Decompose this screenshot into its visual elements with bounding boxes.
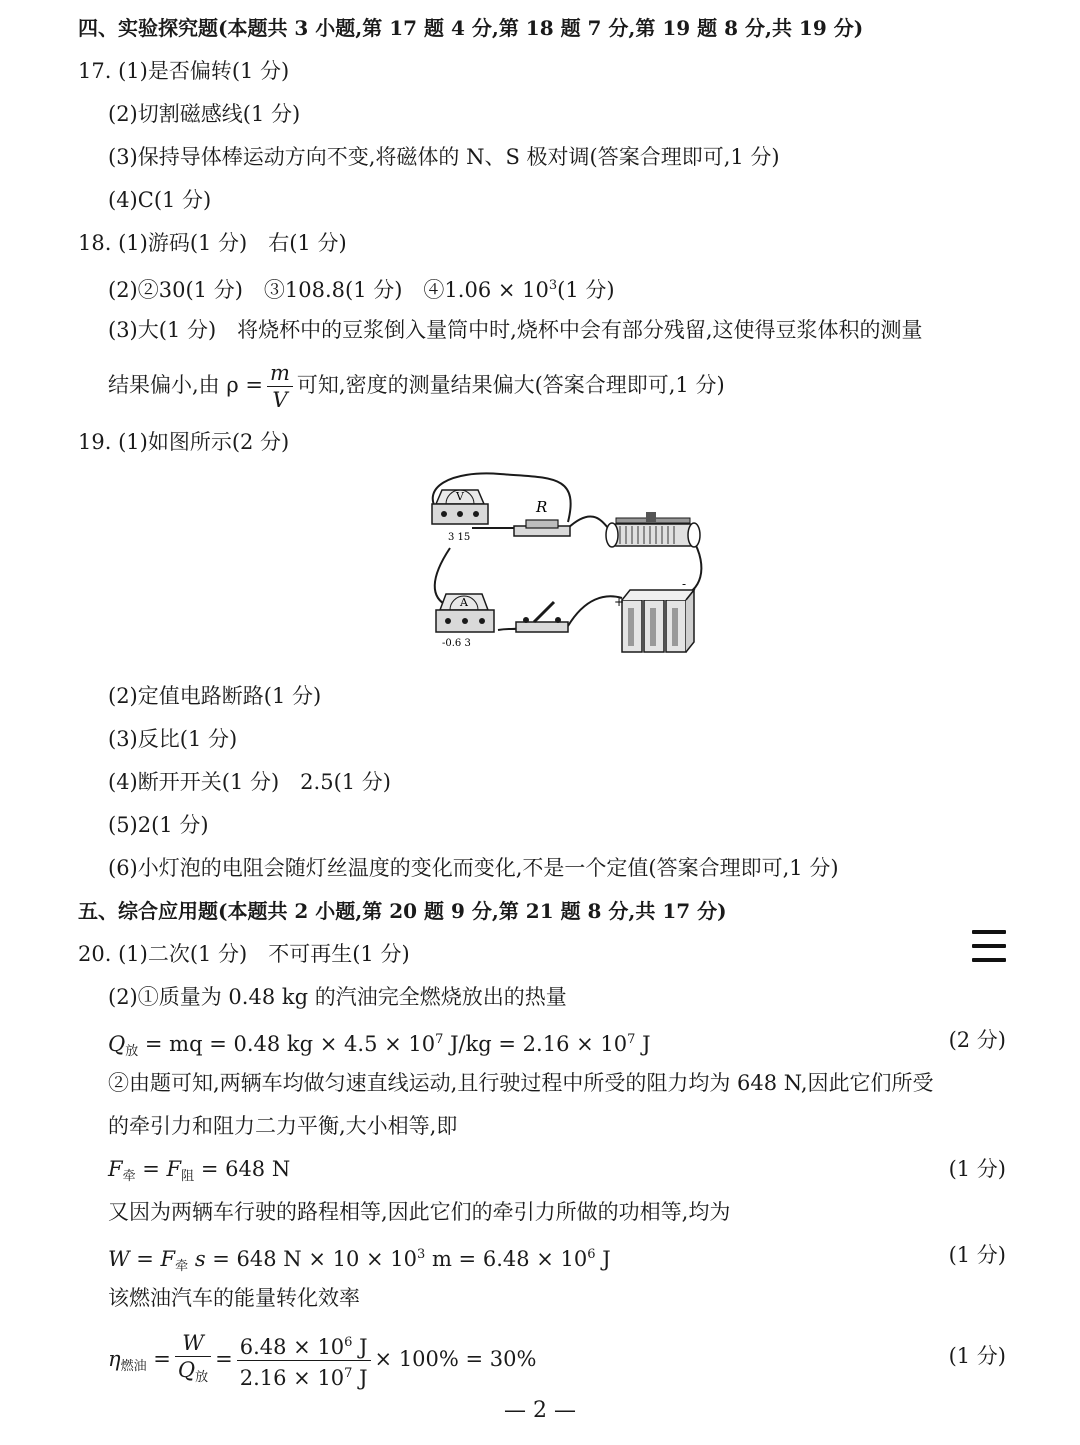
eq4-den1-q: Q xyxy=(177,1358,196,1382)
switch-icon xyxy=(516,602,568,632)
ammeter-label: A xyxy=(460,596,468,609)
eq4-num2-end: J xyxy=(352,1335,368,1359)
eq2-f2: F xyxy=(166,1157,182,1181)
eq1-mid2: J/kg = 2.16 × 10 xyxy=(443,1032,628,1056)
battery-plus: + xyxy=(614,595,625,609)
eq2-f-sub: 牵 xyxy=(122,1169,136,1184)
q18-line-4-b: 可知,密度的测量结果偏大(答案合理即可,1 分) xyxy=(296,373,725,397)
q20-line-5: 又因为两辆车行驶的路程相等,因此它们的牵引力所做的功相等,均为 xyxy=(108,1200,731,1224)
eq3-f: F xyxy=(160,1247,176,1271)
voltmeter-terminals: 3 15 xyxy=(448,532,471,543)
resistor-icon xyxy=(514,498,570,536)
q18-line-2 xyxy=(108,272,615,304)
eq1-q: Q xyxy=(108,1032,126,1056)
eq2-points: (1 分) xyxy=(948,1157,1006,1181)
eq4-den1-sub: 放 xyxy=(195,1370,209,1385)
ammeter-terminals: -0.6 3 xyxy=(442,638,471,649)
eq4-num2-a: 6.48 × 10 xyxy=(239,1335,345,1359)
q20-equation-3 xyxy=(108,1241,611,1281)
eq4-num2-exp: 6 xyxy=(344,1335,353,1350)
page-number: — 2 — xyxy=(504,1398,576,1423)
q19-line-5: (5)2(1 分) xyxy=(108,813,209,837)
eq4-fraction-2 xyxy=(237,1330,371,1391)
q19-line-4: (4)断开开关(1 分) 2.5(1 分) xyxy=(108,770,391,794)
eq2-f: F xyxy=(108,1157,123,1181)
eq1-mid: = mq = 0.48 kg × 4.5 × 10 xyxy=(138,1032,436,1056)
eq1-q-sub: 放 xyxy=(125,1044,139,1059)
menu-icon-bar xyxy=(972,930,1006,934)
eq4-eq: = xyxy=(146,1347,171,1371)
q20-line-4: 的牵引力和阻力二力平衡,大小相等,即 xyxy=(108,1114,458,1138)
menu-icon-bar xyxy=(972,944,1006,948)
eq3-mid3: m = 6.48 × 10 xyxy=(425,1247,588,1271)
q20-equation-2 xyxy=(108,1155,290,1191)
eq1-end: J xyxy=(635,1032,651,1056)
eq4-eta: η xyxy=(108,1347,121,1371)
eq4-eq2: = xyxy=(215,1347,233,1371)
voltmeter-icon xyxy=(432,490,488,543)
eq2-f2-sub: 阻 xyxy=(181,1169,195,1184)
q18-line-3: (3)大(1 分) 将烧杯中的豆浆倒入量筒中时,烧杯中会有部分残留,这使得豆浆体积的测量 xyxy=(108,318,923,342)
eq1-exp1: 7 xyxy=(435,1032,444,1047)
q20-equation-4 xyxy=(108,1330,536,1393)
eq4-fraction-1 xyxy=(175,1330,211,1391)
q18-line-4-a: 结果偏小,由 ρ = xyxy=(108,373,263,397)
fraction-numerator: m xyxy=(267,360,293,387)
eq2-mid: = xyxy=(135,1157,167,1181)
eq3-mid: = xyxy=(129,1247,161,1271)
q19-line-3: (3)反比(1 分) xyxy=(108,727,238,751)
section-4-title: 四、实验探究题(本题共 3 小题,第 17 题 4 分,第 18 题 7 分,第 19 题 8 分,共 19 分) xyxy=(78,16,864,40)
q19-line-1: 19. (1)如图所示(2 分) xyxy=(78,430,290,454)
eq3-f-sub: 牵 xyxy=(175,1259,189,1274)
q19-line-2: (2)定值电路断路(1 分) xyxy=(108,684,322,708)
eq3-exp2: 6 xyxy=(587,1247,596,1262)
fraction-denominator: V xyxy=(272,388,288,412)
q20-line-2: (2)①质量为 0.48 kg 的汽油完全燃烧放出的热量 xyxy=(108,985,567,1009)
q18-line-1: 18. (1)游码(1 分) 右(1 分) xyxy=(78,231,347,255)
eq2-end: = 648 N xyxy=(194,1157,291,1181)
eq3-s: s xyxy=(188,1247,206,1271)
ammeter-icon xyxy=(436,594,494,649)
q18-line-2-a: (2)②30(1 分) ③108.8(1 分) ④1.06 × 10 xyxy=(108,278,549,302)
wire-resistor-rheostat xyxy=(568,516,608,528)
battery-minus: - xyxy=(682,577,687,591)
q17-line-4: (4)C(1 分) xyxy=(108,188,212,212)
eq4-den2-a: 2.16 × 10 xyxy=(239,1366,345,1390)
q20-line-3: ②由题可知,两辆车均做匀速直线运动,且行驶过程中所受的阻力均为 648 N,因此它们所受 xyxy=(108,1071,934,1095)
eq4-end: × 100% = 30% xyxy=(374,1347,537,1371)
eq1-exp2: 7 xyxy=(627,1032,636,1047)
rheostat-icon xyxy=(606,512,700,547)
eq4-eta-sub: 燃油 xyxy=(120,1359,147,1374)
q18-exponent: 3 xyxy=(548,278,558,293)
q17-line-1: 17. (1)是否偏转(1 分) xyxy=(78,59,290,83)
menu-icon-bar xyxy=(972,958,1006,962)
q18-line-4 xyxy=(108,360,725,413)
eq3-mid2: = 648 N × 10 × 10 xyxy=(205,1247,418,1271)
q17-line-3: (3)保持导体棒运动方向不变,将磁体的 N、S 极对调(答案合理即可,1 分) xyxy=(108,145,780,169)
menu-icon[interactable] xyxy=(972,930,1006,962)
battery-icon xyxy=(614,577,694,652)
eq4-den2 xyxy=(237,1361,371,1391)
eq3-w: W xyxy=(108,1247,130,1271)
density-fraction xyxy=(267,360,293,413)
circuit-diagram xyxy=(410,468,710,668)
q20-equation-1 xyxy=(108,1026,650,1066)
q20-line-1: 20. (1)二次(1 分) 不可再生(1 分) xyxy=(78,942,410,966)
q20-line-6: 该燃油汽车的能量转化效率 xyxy=(108,1286,360,1310)
eq1-points: (2 分) xyxy=(948,1028,1006,1052)
eq4-den2-exp: 7 xyxy=(344,1366,353,1381)
q19-line-6: (6)小灯泡的电阻会随灯丝温度的变化而变化,不是一个定值(答案合理即可,1 分) xyxy=(108,856,839,880)
eq3-points: (1 分) xyxy=(948,1243,1006,1267)
eq4-den1 xyxy=(175,1357,211,1391)
eq4-num2 xyxy=(237,1330,371,1361)
section-5-title: 五、综合应用题(本题共 2 小题,第 20 题 9 分,第 21 题 8 分,共 17 分) xyxy=(78,899,727,923)
q18-line-2-b: (1 分) xyxy=(557,278,615,302)
eq3-end: J xyxy=(595,1247,611,1271)
eq4-points: (1 分) xyxy=(948,1344,1006,1368)
eq4-num1: W xyxy=(175,1330,211,1357)
voltmeter-label: V xyxy=(456,490,464,503)
resistor-label: R xyxy=(536,498,548,516)
eq3-exp1: 3 xyxy=(417,1247,426,1262)
eq4-den2-end: J xyxy=(352,1366,368,1390)
q17-line-2: (2)切割磁感线(1 分) xyxy=(108,102,301,126)
